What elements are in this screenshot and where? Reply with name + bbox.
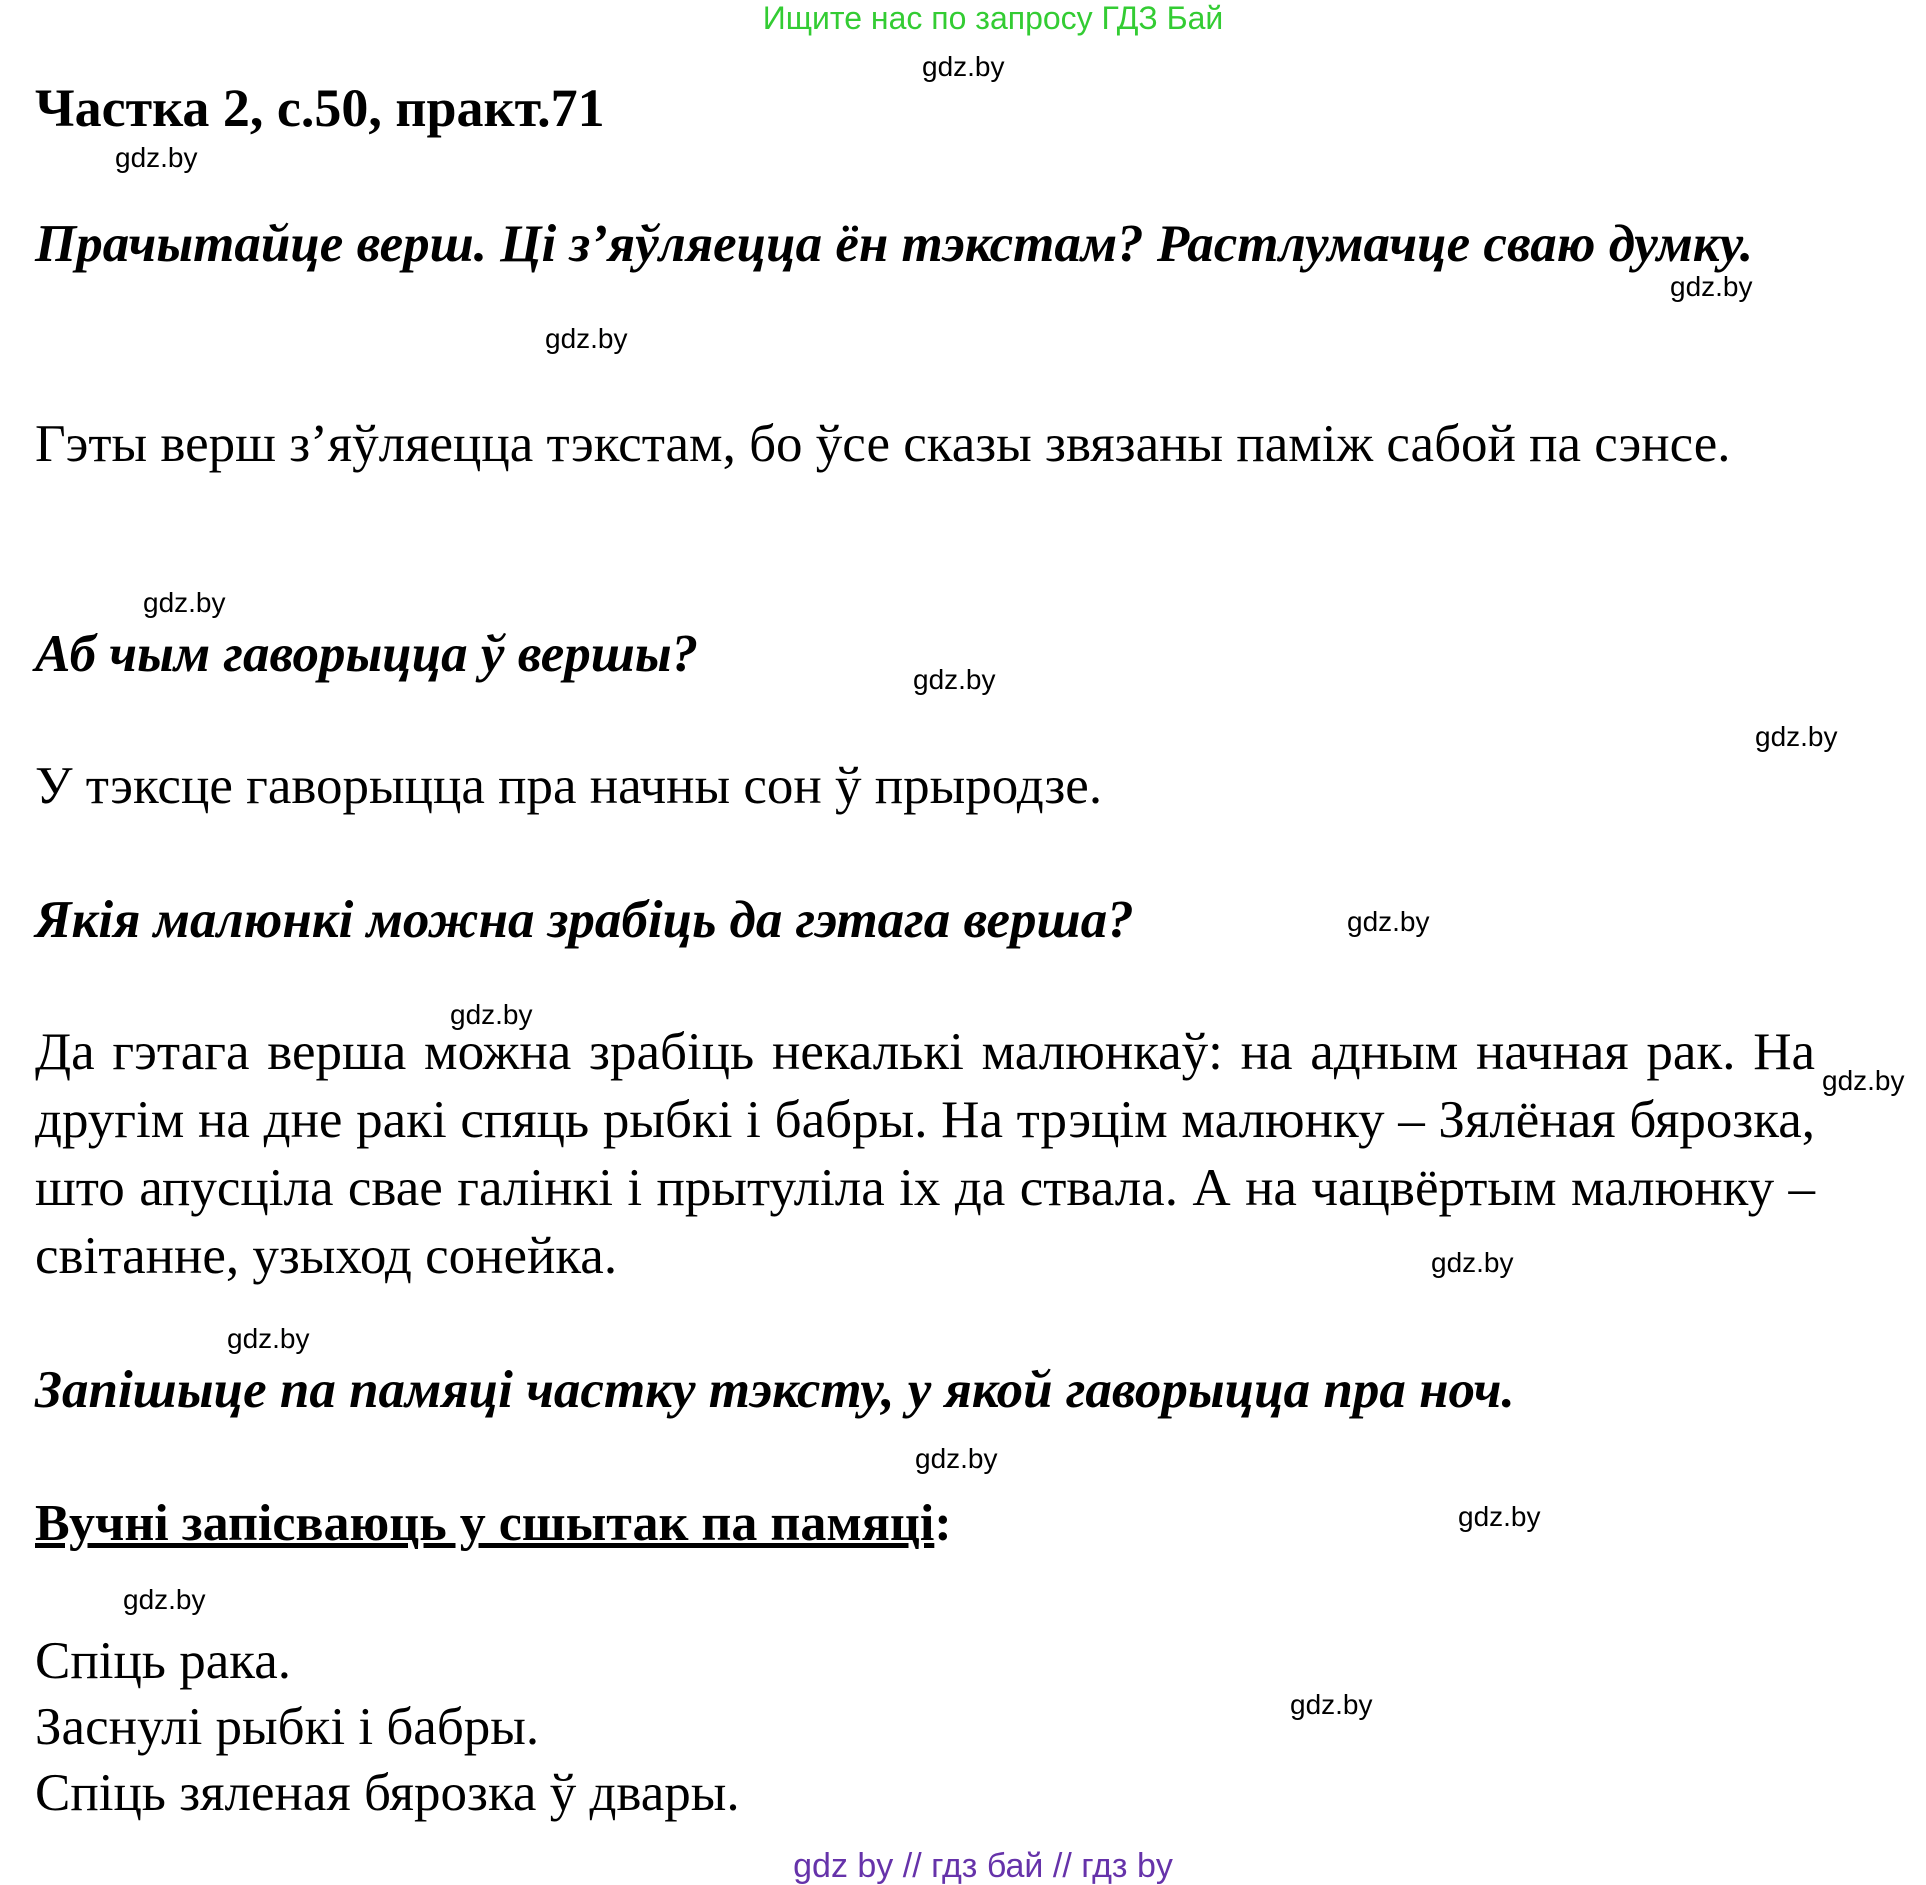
answer-1: Гэты верш з’яўляецца тэкстам, бо ўсе сказы звязаны паміж сабой па сэнсе. bbox=[35, 415, 1731, 473]
watermark: gdz.by bbox=[1431, 1247, 1514, 1278]
watermark: gdz.by bbox=[123, 1584, 206, 1615]
watermark: gdz.by bbox=[922, 51, 1005, 82]
watermark: gdz.by bbox=[143, 587, 226, 618]
watermark: gdz.by bbox=[1290, 1689, 1373, 1720]
top-banner[interactable]: Ищите нас по запросу ГДЗ Бай bbox=[762, 0, 1224, 36]
subheading-underlined: Вучні запісваюць у сшытак па памяці bbox=[35, 1495, 935, 1552]
watermark: gdz.by bbox=[227, 1323, 310, 1354]
question-4: Запішыце па памяці частку тэксту, у якой гаворыцца пра ноч. bbox=[35, 1361, 1515, 1419]
watermark: gdz.by bbox=[545, 323, 628, 354]
question-1: Прачытайце верш. Ці з’яўляецца ён тэкстам? Растлумачце сваю думку. bbox=[35, 215, 1754, 273]
watermark: gdz.by bbox=[1822, 1065, 1905, 1096]
poem-line-1: Спіць рака. bbox=[35, 1632, 291, 1690]
watermark: gdz.by bbox=[450, 999, 533, 1030]
footer[interactable]: gdz by // гдз бай // гдз by bbox=[793, 1847, 1173, 1885]
poem-line-2: Заснулі рыбкі і бабры. bbox=[35, 1698, 540, 1756]
question-3: Якія малюнкі можна зрабіць да гэтага верша? bbox=[35, 891, 1134, 949]
subheading-colon: : bbox=[934, 1495, 952, 1552]
watermark: gdz.by bbox=[913, 664, 996, 695]
answer-2: У тэксце гаворыцца пра начны сон ў прыродзе. bbox=[35, 757, 1103, 815]
subheading bbox=[35, 1494, 952, 1554]
question-2: Аб чым гаворыцца ў вершы? bbox=[35, 625, 699, 683]
watermark: gdz.by bbox=[1347, 906, 1430, 937]
watermark: gdz.by bbox=[1670, 271, 1753, 302]
answer-3: Да гэтага верша можна зрабіць некалькі малюнкаў: на адным начная рак. На другім на дне ракі спяць рыбкі і бабры. На трэцім малюнку – Зялёная бярозка, што апусціла свае галінкі і прытуліла іх да ствала. А на чацвёртым малюнку –світанне, узыход сонейка. bbox=[35, 1023, 1815, 1285]
watermark: gdz.by bbox=[1755, 721, 1838, 752]
poem-line-3: Спіць зяленая бярозка ў двары. bbox=[35, 1764, 740, 1822]
page-title: Частка 2, с.50, практ.71 bbox=[35, 78, 605, 138]
watermark: gdz.by bbox=[915, 1443, 998, 1474]
watermark: gdz.by bbox=[115, 142, 198, 173]
watermark: gdz.by bbox=[1458, 1501, 1541, 1532]
